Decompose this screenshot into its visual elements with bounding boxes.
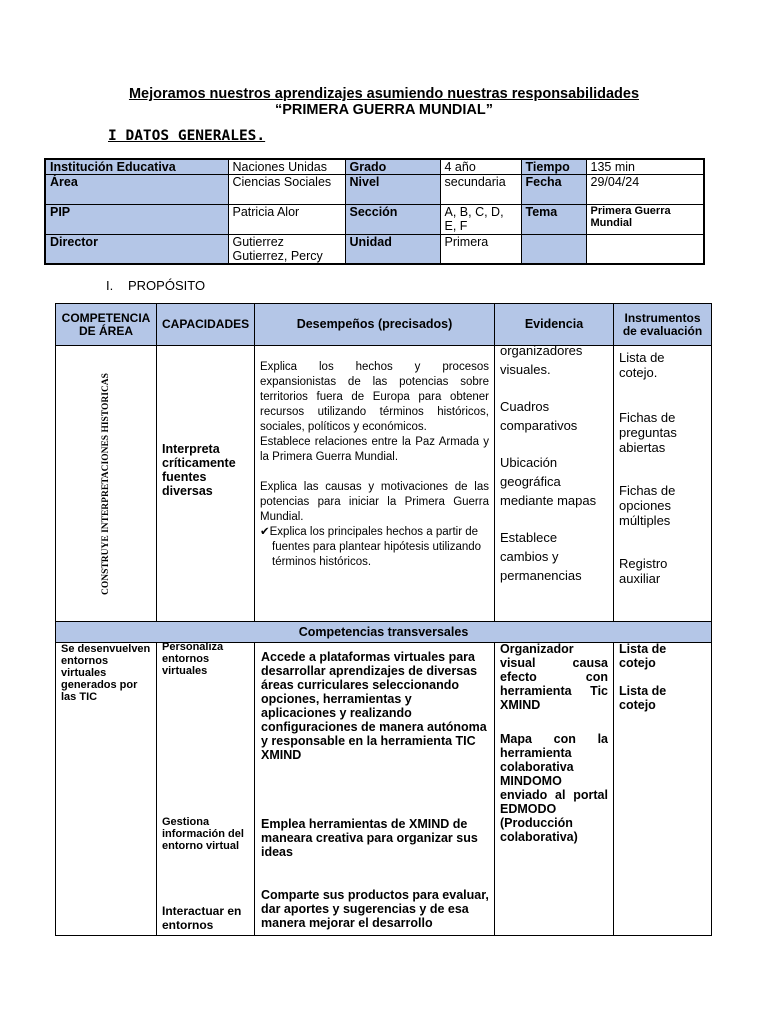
header-capacidades: CAPACIDADES: [157, 304, 255, 346]
transversal-des-1: Accede a plataformas virtuales para desarrollar aprendizajes de diversas áreas curriculares seleccionando opciones, herramientas y aplicaciones y realizando configuraciones de manera autónoma y responsable en la herramienta TIC XMIND: [261, 650, 487, 762]
desempeno-2: Establece relaciones entre la Paz Armada y la Primera Guerra Mundial.: [260, 436, 489, 463]
value-area: Ciencias Sociales: [228, 175, 345, 205]
label-seccion: Sección: [345, 205, 440, 235]
header-instrumentos: Instrumentos de evaluación: [614, 304, 712, 346]
desempeno-3: Explica las causas y motivaciones de las potencias para iniciar la Primera Guerra Mundial.: [260, 481, 489, 523]
section-number: I.: [106, 278, 114, 293]
document-title: Mejoramos nuestros aprendizajes asumiendo nuestras responsabilidades: [128, 86, 640, 102]
header-competencia: COMPETENCIA DE ÁREA: [56, 304, 157, 346]
evidencia-cell: [495, 343, 614, 622]
capacidad-cell: Interpreta críticamente fuentes diversas: [157, 346, 255, 622]
transversal-instrumentos-cell: [614, 643, 712, 936]
transversal-cap-1: Personaliza entornos virtuales: [162, 641, 224, 677]
header-desempenos: Desempeños (precisados): [255, 304, 495, 346]
label-institucion: Institución Educativa: [45, 159, 228, 175]
label-unidad: Unidad: [345, 235, 440, 265]
value-pip: Patricia Alor: [228, 205, 345, 235]
label-fecha: Fecha: [521, 175, 586, 205]
empty-value-cell: [586, 235, 704, 265]
section-heading-datos: I DATOS GENERALES.: [108, 128, 266, 144]
empty-label-cell: [521, 235, 586, 265]
value-tema: Primera Guerra Mundial: [586, 205, 704, 235]
instrumento-4: Registro auxiliar: [619, 556, 668, 586]
desempenos-cell: [255, 346, 495, 622]
transversal-inst-1: Lista de cotejo: [619, 642, 667, 670]
evidencia-1: organizadores visuales.: [500, 343, 583, 377]
evidencia-4: Establece cambios y permanencias: [500, 530, 582, 583]
desempeno-1: Explica los hechos y procesos expansionistas de las potencias sobre territorios fuera de Europa para obtener recursos utilizando términos históricos, sociales, políticos y económicos.: [260, 361, 489, 433]
competencia-vertical-text: CONSTRUYE INTERPRETACIONES HISTORICAS: [101, 372, 111, 595]
label-area: Área: [45, 175, 228, 205]
instrumento-2: Fichas de preguntas abiertas: [619, 410, 677, 455]
section-title: PROPÓSITO: [128, 278, 206, 293]
transversal-evidencia-cell: [495, 643, 614, 936]
transversal-des-3: Comparte sus productos para evaluar, dar aportes y sugerencias y de esa manera mejorar el desarrollo: [261, 888, 489, 930]
desempeno-4: ✔Explica los principales hechos a partir de fuentes para plantear hipótesis utilizando términos históricos.: [260, 526, 482, 568]
value-grado: 4 año: [440, 159, 521, 175]
value-unidad: Primera: [440, 235, 521, 265]
transversal-desempenos-cell: [255, 643, 495, 936]
value-seccion: A, B, C, D, E, F: [440, 205, 521, 235]
value-tiempo: 135 min: [586, 159, 704, 175]
datos-generales-table: [44, 158, 705, 265]
value-nivel: secundaria: [440, 175, 521, 205]
transversales-title: Competencias transversales: [56, 622, 712, 643]
section-heading-proposito: [106, 278, 205, 293]
competencia-cell: [56, 346, 157, 622]
transversal-des-2: Emplea herramientas de XMIND de maneara creativa para organizar sus ideas: [261, 817, 478, 859]
transversal-competencia-cell: Se desenvuelven entornos virtuales generados por las TIC: [56, 643, 157, 936]
evidencia-3: Ubicación geográfica mediante mapas: [500, 455, 597, 508]
label-pip: PIP: [45, 205, 228, 235]
proposito-table: [55, 303, 712, 936]
transversal-capacidades-cell: [157, 643, 255, 936]
transversal-ev-1: Organizador visual causa efecto con herramienta Tic XMIND: [500, 642, 608, 712]
label-nivel: Nivel: [345, 175, 440, 205]
label-grado: Grado: [345, 159, 440, 175]
header-evidencia: Evidencia: [495, 304, 614, 346]
instrumento-3: Fichas de opciones múltiples: [619, 483, 676, 528]
value-institucion: Naciones Unidas: [228, 159, 345, 175]
transversal-cap-3: Interactuar en entornos: [162, 904, 242, 932]
transversal-inst-2: Lista de cotejo: [619, 684, 667, 712]
label-tiempo: Tiempo: [521, 159, 586, 175]
value-director: Gutierrez Gutierrez, Percy: [228, 235, 345, 265]
transversal-cap-2: Gestiona información del entorno virtual: [162, 816, 244, 852]
transversal-ev-2: Mapa con la herramienta colaborativa MINDOMO enviado al portal EDMODO (Producción colaborativa): [500, 732, 608, 844]
label-director: Director: [45, 235, 228, 265]
instrumentos-cell: [614, 346, 712, 622]
instrumento-1: Lista de cotejo.: [619, 350, 665, 380]
document-subtitle: “PRIMERA GUERRA MUNDIAL”: [274, 102, 494, 118]
label-tema: Tema: [521, 205, 586, 235]
evidencia-2: Cuadros comparativos: [500, 399, 578, 433]
value-fecha: 29/04/24: [586, 175, 704, 205]
